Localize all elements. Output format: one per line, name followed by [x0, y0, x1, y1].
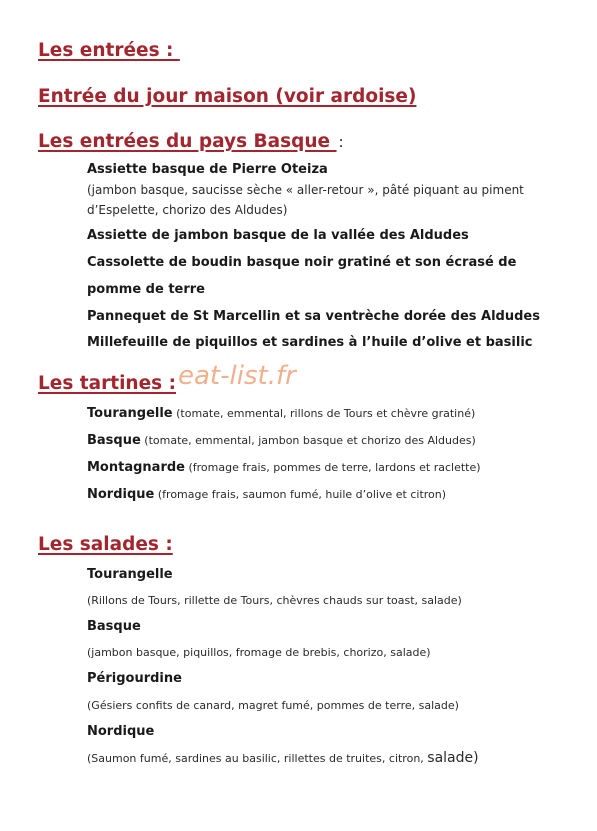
section-title-entree-du-jour: Entrée du jour maison (voir ardoise): [38, 86, 417, 107]
basque-item-cassolette-boudin-cont: pomme de terre: [87, 282, 205, 297]
tartine-name-tourangelle: Tourangelle: [87, 406, 173, 421]
salade-desc-perigourdine: (Gésiers confits de canard, magret fumé, pommes de terre, salade): [87, 699, 459, 712]
salade-name-tourangelle: Tourangelle: [87, 567, 173, 582]
eat-list-watermark: eat-list.fr: [178, 361, 296, 391]
section-title-basque: [38, 131, 344, 152]
section-title-tartines: Les tartines :: [38, 373, 176, 394]
salade-desc-tourangelle: (Rillons de Tours, rillette de Tours, chèvres chauds sur toast, salade): [87, 594, 462, 607]
basque-item-millefeuille: Millefeuille de piquillos et sardines à l’huile d’olive et basilic: [87, 335, 533, 350]
tartine-desc-basque: (tomate, emmental, jambon basque et chorizo des Aldudes): [140, 434, 476, 447]
tartine-name-montagnarde: Montagnarde: [87, 460, 185, 475]
salade-desc-nordique-tail: salade): [427, 750, 479, 766]
salade-desc-nordique: [87, 749, 479, 768]
basque-item-jambon-aldudes: Assiette de jambon basque de la vallée des Aldudes: [87, 228, 469, 243]
tartine-name-basque: Basque: [87, 433, 141, 448]
tartine-desc-montagnarde: (fromage frais, pommes de terre, lardons et raclette): [184, 461, 481, 474]
basque-item-pannequet: Pannequet de St Marcellin et sa ventrèche dorée des Aldudes: [87, 309, 540, 324]
basque-item-assiette-oteiza: Assiette basque de Pierre Oteiza: [87, 162, 328, 177]
section-title-salades: Les salades :: [38, 534, 173, 555]
tartine-item-montagnarde: [87, 458, 481, 477]
tartine-item-basque: [87, 431, 476, 450]
basque-item-cassolette-boudin: Cassolette de boudin basque noir gratiné et son écrasé de: [87, 255, 517, 270]
tartine-item-tourangelle: [87, 404, 475, 423]
basque-item-assiette-oteiza-details: (jambon basque, saucisse sèche « aller-retour », pâté piquant au piment d’Espelette, chorizo des Aldudes): [87, 183, 524, 217]
tartine-item-nordique: [87, 485, 446, 504]
tartine-desc-nordique: (fromage frais, saumon fumé, huile d’olive et citron): [154, 488, 447, 501]
tartine-name-nordique: Nordique: [87, 487, 155, 502]
section-title-entrees: Les entrées :: [38, 40, 180, 61]
tartine-desc-tourangelle: (tomate, emmental, rillons de Tours et chèvre gratiné): [172, 407, 476, 420]
salade-name-perigourdine: Périgourdine: [87, 671, 182, 686]
salade-desc-nordique-main: (Saumon fumé, sardines au basilic, rillettes de truites, citron,: [87, 752, 428, 765]
salade-name-basque: Basque: [87, 619, 141, 634]
salade-name-nordique: Nordique: [87, 724, 155, 739]
section-title-basque-text: Les entrées du pays Basque: [38, 131, 337, 152]
salade-desc-basque: (jambon basque, piquillos, fromage de brebis, chorizo, salade): [87, 646, 431, 659]
section-title-basque-colon: :: [338, 133, 344, 151]
